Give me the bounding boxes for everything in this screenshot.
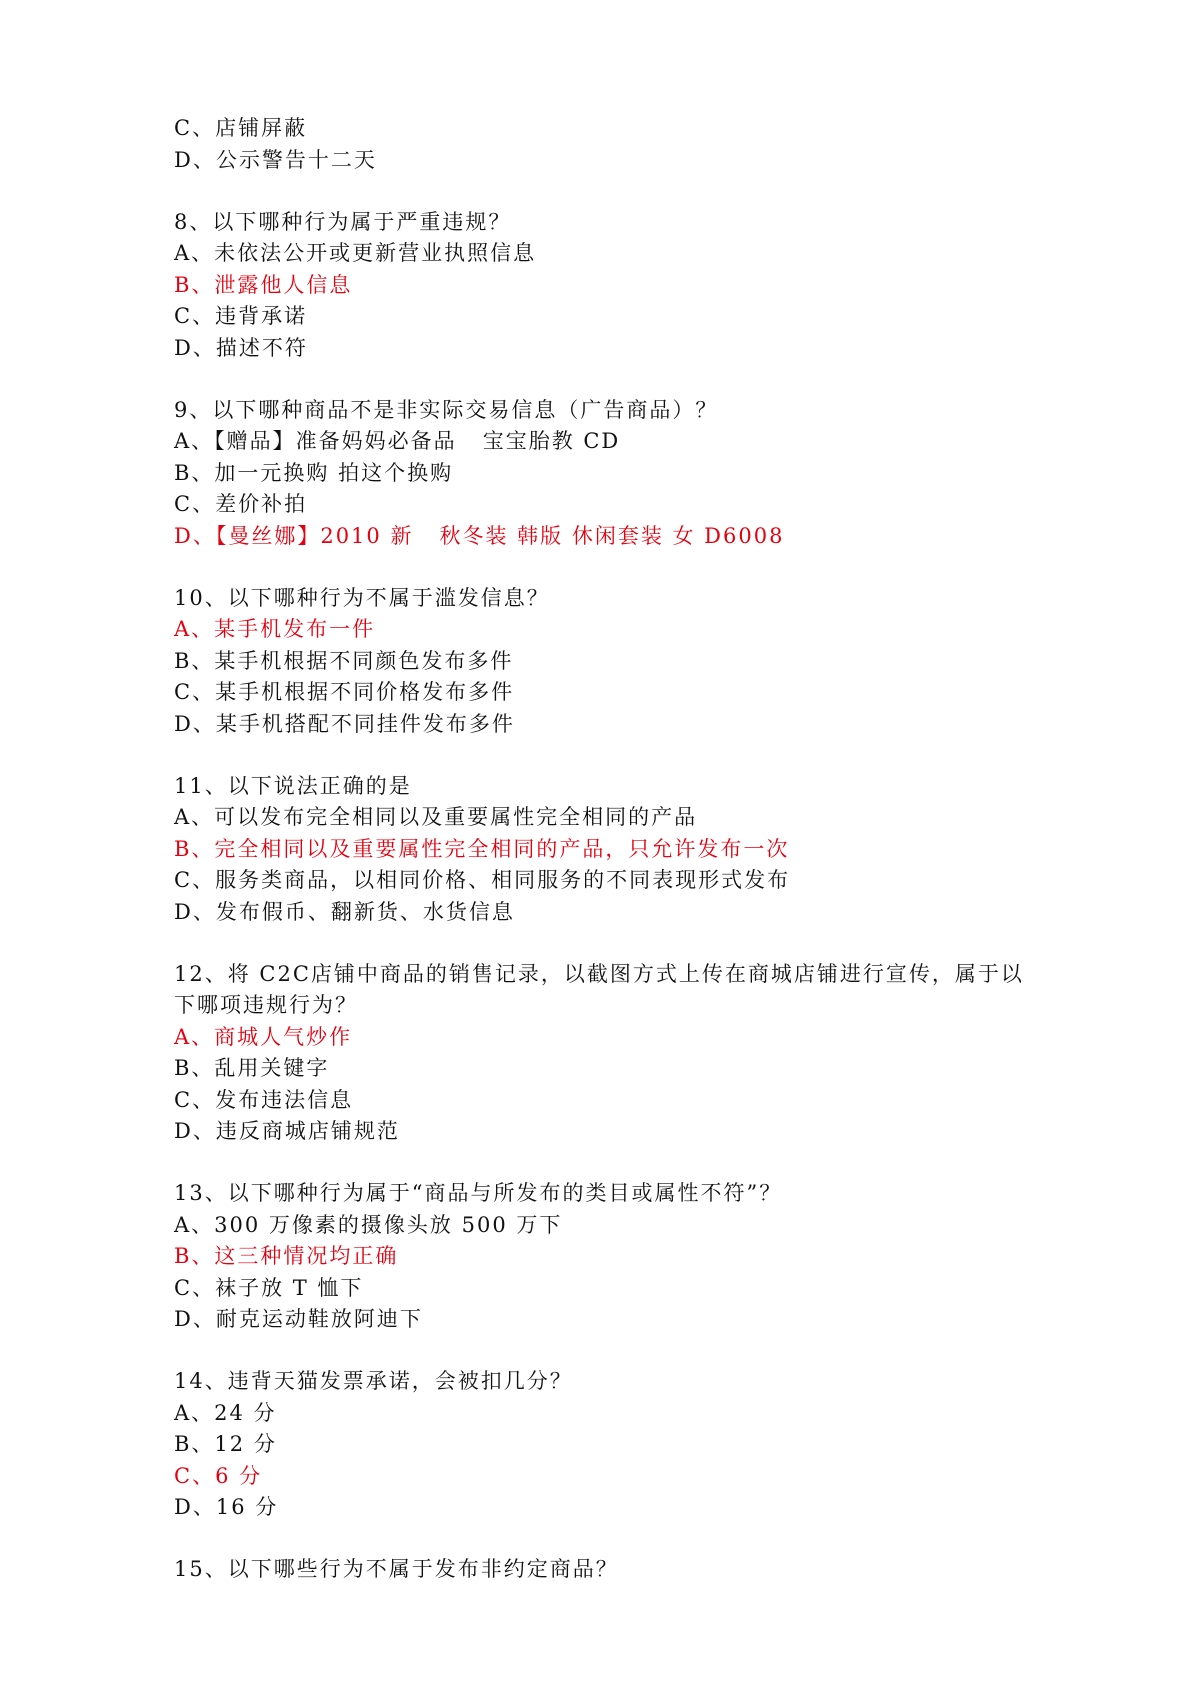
option-a-correct: A、某手机发布一件	[174, 617, 376, 641]
question-title: 12、将 C2C店铺中商品的销售记录，以截图方式上传在商城店铺进行宣传，属于以下哪项违规行为？	[174, 961, 1024, 1017]
option-b-correct: B、这三种情况均正确	[174, 1244, 399, 1268]
option-b: B、某手机根据不同颜色发布多件	[174, 648, 514, 673]
option-c: C、店铺屏蔽	[174, 116, 308, 140]
option-b-correct: B、泄露他人信息	[174, 272, 353, 297]
option-a: A、24 分	[174, 1400, 277, 1425]
question-12	[174, 959, 1034, 1148]
question-title: 14、违背天猫发票承诺，会被扣几分？	[174, 1369, 573, 1393]
question-11	[174, 771, 1034, 929]
question-9	[174, 395, 1034, 553]
question-8	[174, 207, 1034, 365]
option-c: C、某手机根据不同价格发布多件	[174, 680, 515, 704]
option-a: A、可以发布完全相同以及重要属性完全相同的产品	[174, 805, 698, 829]
question-title: 11、以下说法正确的是	[174, 773, 412, 798]
question-13	[174, 1178, 1034, 1336]
option-d: D、违反商城店铺规范	[174, 1119, 400, 1143]
option-c: C、差价补拍	[174, 492, 308, 516]
option-c: C、服务类商品，以相同价格、相同服务的不同表现形式发布	[174, 868, 791, 892]
option-b: B、12 分	[174, 1432, 277, 1456]
option-d-correct: D、【曼丝娜】2010 新 秋冬装 韩版 休闲套装 女 D6008	[174, 523, 785, 548]
option-a-correct: A、商城人气炒作	[174, 1024, 353, 1049]
question-title: 13、以下哪种行为属于“商品与所发布的类目或属性不符”？	[174, 1181, 783, 1205]
option-b-correct: B、完全相同以及重要属性完全相同的产品，只允许发布一次	[174, 836, 790, 861]
option-d: D、某手机搭配不同挂件发布多件	[174, 711, 515, 736]
option-a: A、【赠品】准备妈妈必备品 宝宝胎教 CD	[174, 429, 621, 453]
option-c: C、发布违法信息	[174, 1087, 354, 1112]
question-title: 9、以下哪种商品不是非实际交易信息（广告商品）？	[174, 397, 719, 422]
option-a: A、未依法公开或更新营业执照信息	[174, 241, 537, 265]
question-continuation	[174, 113, 1034, 176]
option-d: D、耐克运动鞋放阿迪下	[174, 1307, 423, 1331]
option-c: C、袜子放 T 恤下	[174, 1275, 364, 1300]
question-14	[174, 1366, 1034, 1524]
question-title: 8、以下哪种行为属于严重违规？	[174, 209, 512, 234]
option-d: D、发布假币、翻新货、水货信息	[174, 899, 515, 924]
option-a: A、300 万像素的摄像头放 500 万下	[174, 1212, 563, 1237]
option-d: D、公示警告十二天	[174, 147, 377, 172]
option-b: B、乱用关键字	[174, 1056, 330, 1080]
option-c-correct: C、6 分	[174, 1463, 263, 1488]
option-d: D、16 分	[174, 1495, 279, 1519]
option-b: B、加一元换购 拍这个换购	[174, 460, 454, 485]
question-title: 15、以下哪些行为不属于发布非约定商品？	[174, 1557, 619, 1581]
option-c: C、违背承诺	[174, 304, 308, 328]
document-page	[174, 113, 1034, 1586]
option-d: D、描述不符	[174, 335, 308, 360]
question-10	[174, 583, 1034, 741]
question-title: 10、以下哪种行为不属于滥发信息？	[174, 585, 550, 610]
question-15	[174, 1554, 1034, 1586]
